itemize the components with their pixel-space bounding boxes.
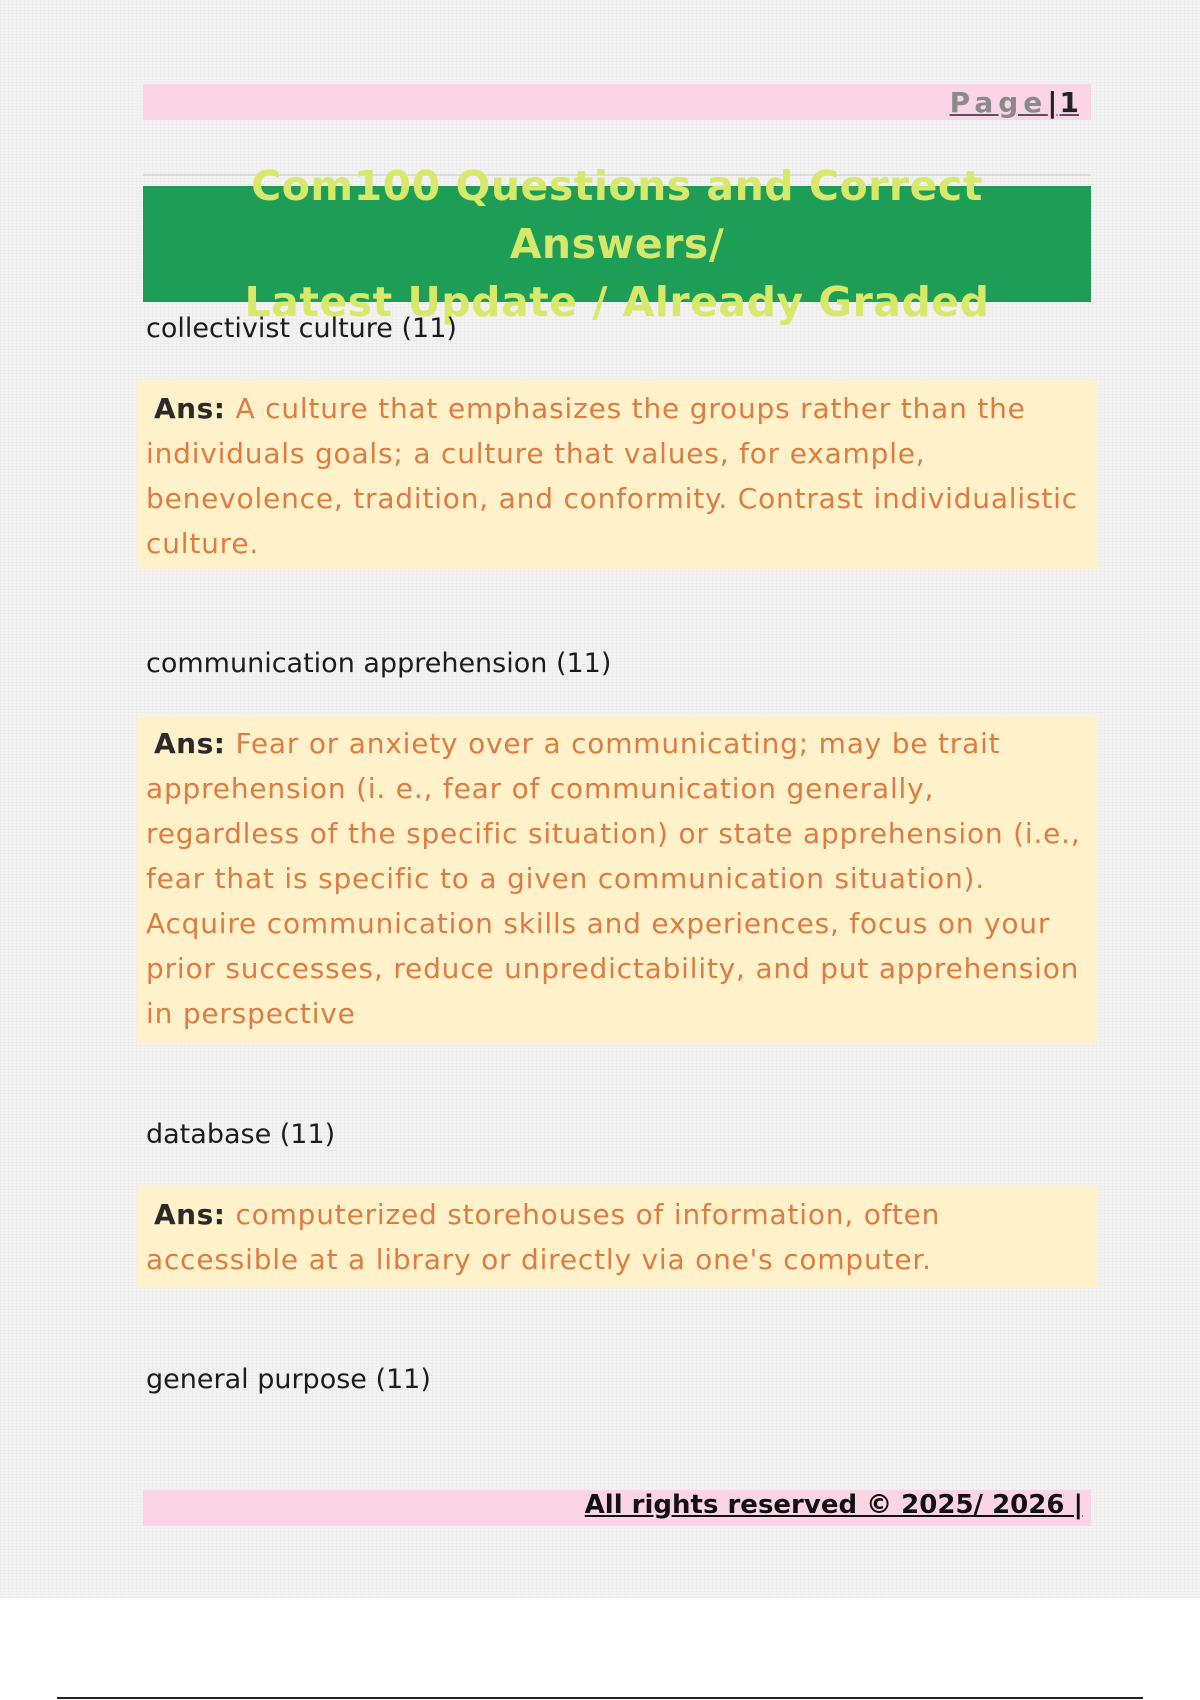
bottom-divider xyxy=(57,1697,1143,1699)
term-general-purpose: general purpose (11) xyxy=(146,1364,431,1395)
page-header xyxy=(143,84,1091,120)
page-number-label xyxy=(950,86,1079,119)
answer-label: Ans: xyxy=(154,727,226,760)
term-collectivist-culture: collectivist culture (11) xyxy=(146,313,457,344)
term-database: database (11) xyxy=(146,1119,336,1150)
title-line-1: Com100 Questions and Correct Answers/ xyxy=(251,162,983,268)
page-footer xyxy=(143,1490,1091,1526)
answer-text: A culture that emphasizes the groups rather than the individuals goals; a culture that values, for example, benevolence, tradition, and conformity. Contrast individualistic culture. xyxy=(146,392,1078,560)
page-number: 1 xyxy=(1059,86,1079,119)
answer-box-communication-apprehension xyxy=(138,715,1098,1043)
answer-box-database xyxy=(138,1186,1098,1288)
answer-box-collectivist-culture xyxy=(138,380,1098,570)
term-communication-apprehension: communication apprehension (11) xyxy=(146,648,612,679)
answer-label: Ans: xyxy=(154,1198,226,1231)
page-separator: | xyxy=(1047,86,1058,119)
answer-text: Fear or anxiety over a communicating; may be trait apprehension (i. e., fear of communication generally, regardless of the specific situation) or state apprehension (i.e., fear that is specific to a given communication situation). Acquire communication skills and experiences, focus on your prior successes, reduce unpredictability, and put apprehension in perspective xyxy=(146,727,1081,1030)
title-line-2: Latest Update / Already Graded xyxy=(244,278,990,326)
copyright-notice: All rights reserved © 2025/ 2026 | xyxy=(584,1490,1083,1520)
answer-label: Ans: xyxy=(154,392,226,425)
document-title xyxy=(143,162,1091,326)
page-word: Page xyxy=(949,86,1048,119)
answer-text: computerized storehouses of information, often accessible at a library or directly via one's computer. xyxy=(146,1198,941,1276)
